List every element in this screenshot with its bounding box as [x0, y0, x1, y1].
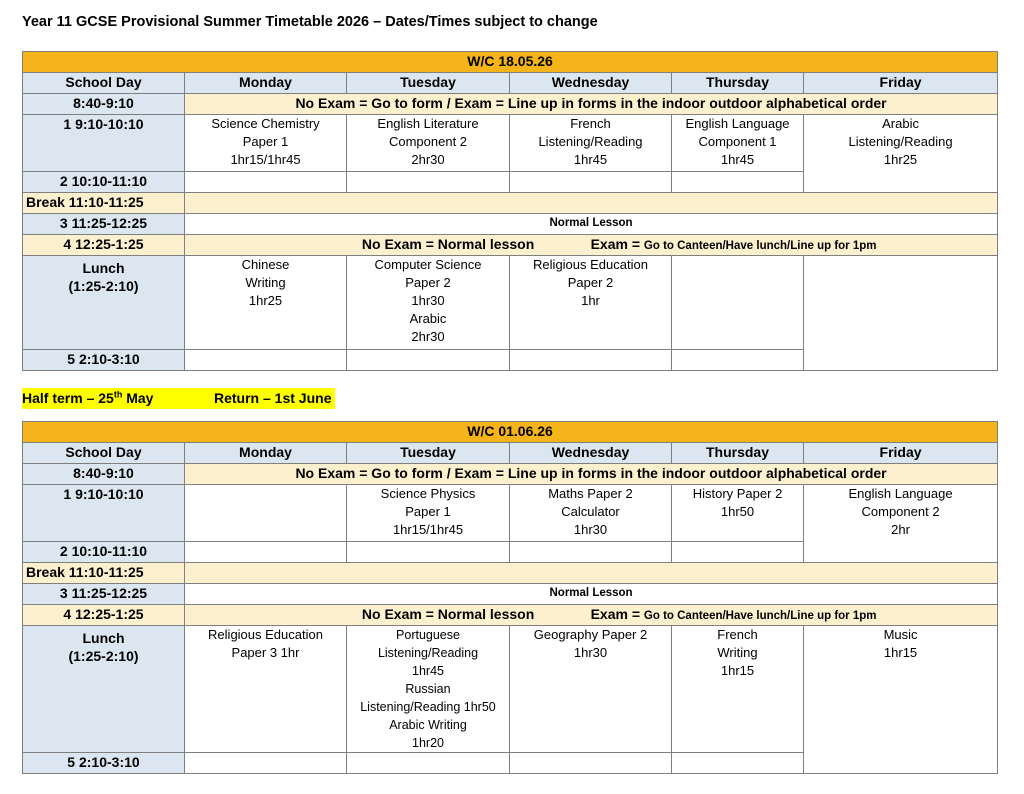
period-4-note: No Exam = Normal lesson Exam = Go to Canteen/Have lunch/Line up for 1pm [185, 605, 998, 626]
day-header-friday: Friday [804, 73, 998, 94]
empty-cell [672, 542, 804, 563]
school-day-header: School Day [23, 443, 185, 464]
exam-cell-friday-am: English Language Component 2 2hr [804, 485, 998, 563]
day-header-wednesday: Wednesday [510, 73, 672, 94]
period-2: 2 10:10-11:10 [23, 542, 185, 563]
exam-cell-tuesday-am: English Literature Component 2 2hr30 [347, 115, 510, 172]
week-2-timetable [22, 421, 998, 774]
week-label: W/C 01.06.26 [23, 422, 998, 443]
break-band [185, 563, 998, 584]
period-5: 5 2:10-3:10 [23, 753, 185, 774]
empty-cell [347, 542, 510, 563]
exam-cell-monday-pm: Chinese Writing 1hr25 [185, 256, 347, 350]
school-day-header: School Day [23, 73, 185, 94]
period-4: 4 12:25-1:25 [23, 235, 185, 256]
empty-cell [185, 350, 347, 371]
empty-cell [185, 172, 347, 193]
empty-cell [510, 542, 672, 563]
empty-cell [185, 753, 347, 774]
registration-note: No Exam = Go to form / Exam = Line up in forms in the indoor outdoor alphabetical order [185, 94, 998, 115]
exam-cell-friday-am: Arabic Listening/Reading 1hr25 [804, 115, 998, 193]
week-label: W/C 18.05.26 [23, 52, 998, 73]
empty-cell [510, 350, 672, 371]
normal-lesson-note: Normal Lesson [185, 584, 998, 605]
half-term-note: Half term – 25th May Return – 1st June [22, 388, 335, 409]
empty-cell [347, 172, 510, 193]
empty-cell [185, 542, 347, 563]
period-break: Break 11:10-11:25 [23, 193, 185, 214]
day-header-monday: Monday [185, 443, 347, 464]
empty-cell [672, 753, 804, 774]
period-2: 2 10:10-11:10 [23, 172, 185, 193]
exam-cell-tuesday-am: Science Physics Paper 1 1hr15/1hr45 [347, 485, 510, 542]
day-header-tuesday: Tuesday [347, 73, 510, 94]
day-header-monday: Monday [185, 73, 347, 94]
day-header-thursday: Thursday [672, 73, 804, 94]
period-break: Break 11:10-11:25 [23, 563, 185, 584]
period-5: 5 2:10-3:10 [23, 350, 185, 371]
empty-cell [672, 172, 804, 193]
period-lunch: Lunch (1:25-2:10) [23, 256, 185, 350]
empty-cell [672, 350, 804, 371]
break-band [185, 193, 998, 214]
exam-cell-wednesday-pm: Geography Paper 2 1hr30 [510, 626, 672, 753]
exam-cell-thursday-pm: French Writing 1hr15 [672, 626, 804, 753]
period-3: 3 11:25-12:25 [23, 584, 185, 605]
registration-note: No Exam = Go to form / Exam = Line up in forms in the indoor outdoor alphabetical order [185, 464, 998, 485]
day-header-thursday: Thursday [672, 443, 804, 464]
empty-cell [510, 753, 672, 774]
exam-cell-monday-am: Science Chemistry Paper 1 1hr15/1hr45 [185, 115, 347, 172]
day-header-friday: Friday [804, 443, 998, 464]
day-header-tuesday: Tuesday [347, 443, 510, 464]
exam-cell-thursday-am: History Paper 2 1hr50 [672, 485, 804, 542]
exam-cell-monday-am [185, 485, 347, 542]
empty-cell [347, 753, 510, 774]
week-1-timetable [22, 51, 998, 371]
exam-cell-monday-pm: Religious Education Paper 3 1hr [185, 626, 347, 753]
empty-cell [510, 172, 672, 193]
exam-cell-wednesday-pm: Religious Education Paper 2 1hr [510, 256, 672, 350]
exam-cell-thursday-am: English Language Component 1 1hr45 [672, 115, 804, 172]
period-4: 4 12:25-1:25 [23, 605, 185, 626]
period-1: 1 9:10-10:10 [23, 115, 185, 172]
exam-cell-tuesday-pm: Portuguese Listening/Reading 1hr45 Russian Listening/Reading 1hr50 Arabic Writing 1hr20 [347, 626, 510, 753]
period-lunch: Lunch (1:25-2:10) [23, 626, 185, 753]
page-title: Year 11 GCSE Provisional Summer Timetable 2026 – Dates/Times subject to change [22, 14, 598, 30]
period-1: 1 9:10-10:10 [23, 485, 185, 542]
exam-cell-wednesday-am: French Listening/Reading 1hr45 [510, 115, 672, 172]
empty-cell [347, 350, 510, 371]
exam-cell-tuesday-pm: Computer Science Paper 2 1hr30 Arabic 2hr30 [347, 256, 510, 350]
normal-lesson-note: Normal Lesson [185, 214, 998, 235]
day-header-wednesday: Wednesday [510, 443, 672, 464]
period-3: 3 11:25-12:25 [23, 214, 185, 235]
period-4-note: No Exam = Normal lesson Exam = Go to Canteen/Have lunch/Line up for 1pm [185, 235, 998, 256]
period-registration: 8:40-9:10 [23, 464, 185, 485]
exam-cell-wednesday-am: Maths Paper 2 Calculator 1hr30 [510, 485, 672, 542]
exam-cell-friday-pm: Music 1hr15 [804, 626, 998, 774]
exam-cell-friday-pm [804, 256, 998, 371]
period-registration: 8:40-9:10 [23, 94, 185, 115]
exam-cell-thursday-pm [672, 256, 804, 350]
